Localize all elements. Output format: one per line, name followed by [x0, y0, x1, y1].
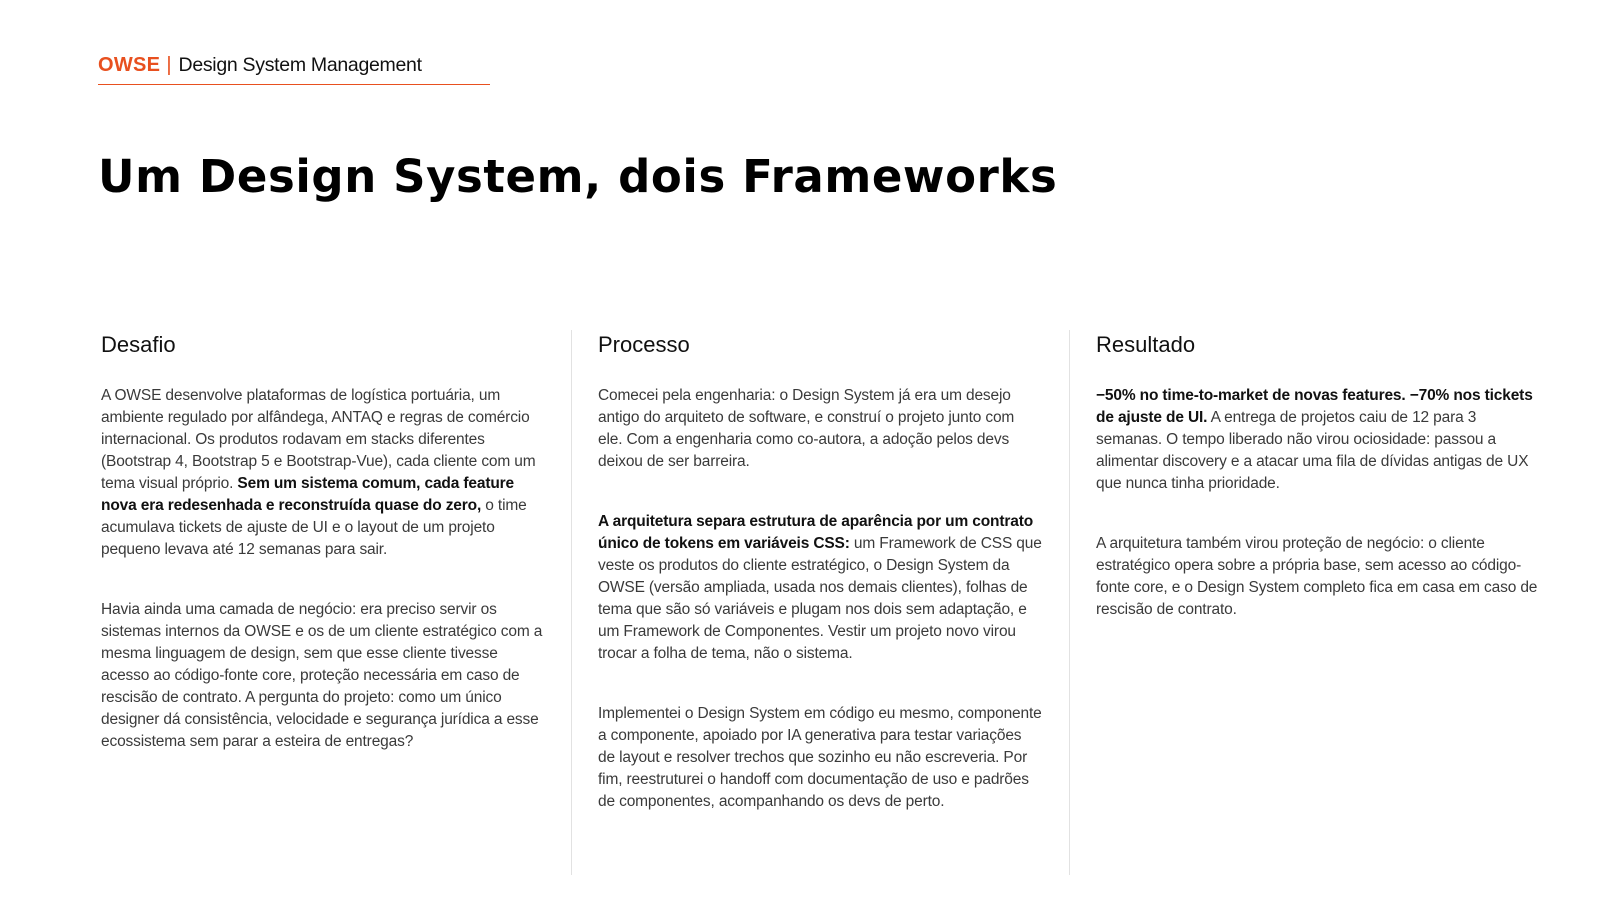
highlight-text: Sem um sistema comum, cada feature nova era redesenhada e reconstruída quase do zero,	[101, 475, 515, 514]
column-heading: Desafio	[101, 332, 176, 357]
body-text: Comecei pela engenharia: o Design System já era um desejo antigo do arquiteto de software, e construí o projeto junto com ele. Com a engenharia como co-autora, a adoção pelos devs deixou de ser barreira.	[598, 387, 1015, 470]
body-text: A arquitetura também virou proteção de negócio: o cliente estratégico opera sobre a própria base, sem acesso ao código-fonte core, e o Design System completo fica em casa em caso de rescisão de contrato.	[1096, 535, 1538, 618]
column-processo	[598, 330, 1042, 851]
column-resultado	[1096, 330, 1542, 659]
column-body	[101, 385, 549, 753]
column-paragraph	[1096, 385, 1542, 495]
column-body	[598, 385, 1042, 813]
column-paragraph	[1096, 533, 1542, 621]
column-heading: Processo	[598, 332, 690, 357]
header-title: Design System Management	[178, 54, 422, 76]
column-paragraph	[598, 385, 1042, 473]
page-title: Um Design System, dois Frameworks	[98, 150, 1058, 203]
body-text: Implementei o Design System em código eu mesmo, componente a componente, apoiado por IA generativa para testar variações de layout e resolver trechos que sozinho eu não escreveria. Por fim, reestruturei o handoff com documentação de uso e padrões de componentes, acompanhando os devs de perto.	[598, 705, 1042, 810]
column-paragraph	[101, 599, 549, 753]
header-separator: |	[166, 54, 172, 76]
column-divider	[571, 330, 572, 875]
content-columns	[0, 330, 1600, 875]
brand-logo: OWSE	[98, 54, 161, 76]
body-text: A OWSE desenvolve plataformas de logística portuária, um ambiente regulado por alfândega, ANTAQ e regras de comércio internacional. Os produtos rodavam em stacks diferentes (Bootstrap 4, Bootstrap 5 e Bootstrap-Vue), cada cliente com um tema visual próprio.	[101, 387, 536, 492]
body-text: A entrega de projetos caiu de 12 para 3 semanas. O tempo liberado não virou ociosidade: passou a alimentar discovery e a atacar uma fila de dívidas antigas de UX que nunca tinha prioridade.	[1096, 409, 1529, 492]
column-heading: Resultado	[1096, 332, 1196, 357]
body-text: o time acumulava tickets de ajuste de UI e o layout de um projeto pequeno levava até 12 semanas para sair.	[101, 497, 527, 558]
column-divider	[1069, 330, 1070, 875]
body-text: um Framework de CSS que veste os produtos do cliente estratégico, o Design System da OWSE (versão ampliada, usada nos demais clientes), folhas de tema que são só variáveis e plugam nos dois sem adaptação, e um Framework de Componentes. Vestir um projeto novo virou trocar a folha de tema, não o sistema.	[598, 535, 1042, 662]
column-desafio	[101, 330, 549, 791]
highlight-text: −50% no time-to-market de novas features. −70% nos tickets de ajuste de UI.	[1096, 387, 1533, 426]
body-text: Havia ainda uma camada de negócio: era preciso servir os sistemas internos da OWSE e os de um cliente estratégico com a mesma linguagem de design, sem que esse cliente tivesse acesso ao código-fonte core, proteção necessária em caso de rescisão de contrato. A pergunta do projeto: como um único designer dá consistência, velocidade e segurança jurídica a esse ecossistema sem parar a esteira de entregas?	[101, 601, 543, 750]
column-body	[1096, 385, 1542, 621]
highlight-text: A arquitetura separa estrutura de aparência por um contrato único de tokens em variáveis CSS:	[598, 513, 1034, 552]
column-paragraph	[101, 385, 549, 561]
column-paragraph	[598, 511, 1042, 665]
header	[98, 54, 490, 85]
column-paragraph	[598, 703, 1042, 813]
